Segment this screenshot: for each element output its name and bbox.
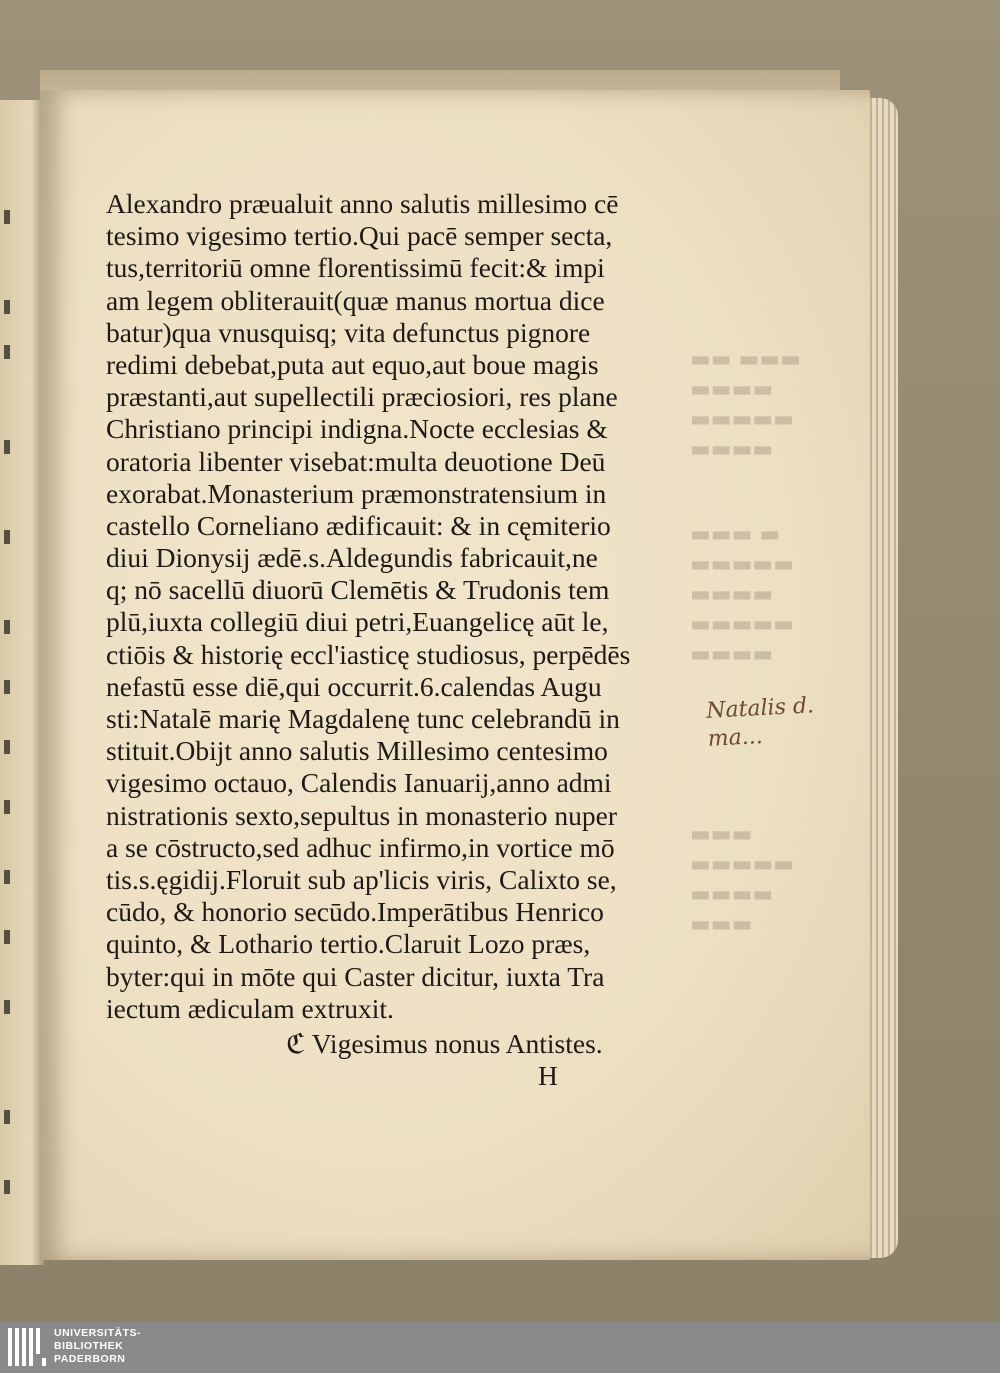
- text-line: sti:Natalē marię Magdalenę tunc celebrandū in: [106, 703, 620, 734]
- text-line: Alexandro præualuit anno salutis millesimo cē: [106, 188, 619, 219]
- bleed-mark: [4, 800, 10, 814]
- library-name-line: PADERBORN: [54, 1353, 126, 1365]
- bleed-mark: [4, 345, 10, 359]
- text-line: stituit.Obijt anno salutis Millesimo centesimo: [106, 735, 608, 767]
- rubric-heading: ℭ Vigesimus nonus Antistes.: [286, 1027, 603, 1059]
- text-line: nistrationis sexto,sepultus in monasterio nuper: [106, 799, 617, 831]
- bleed-mark: [4, 870, 10, 884]
- show-through-text: ▬▬▬ ▬▬▬▬▬ ▬▬▬▬ ▬▬▬: [690, 822, 794, 937]
- text-line: Christiano principi indigna.Nocte ecclesias &: [106, 413, 608, 445]
- text-line: q; nō sacellū diuorū Clemētis & Trudonis tem: [106, 574, 610, 606]
- text-line: tis.s.ęgidij.Floruit sub ap'licis viris, Calixto se,: [106, 863, 617, 895]
- text-line: a se cōstructo,sed adhuc infirmo,in vortice mō: [106, 831, 615, 863]
- text-line: byter:qui in mōte qui Caster dicitur, iuxta Tra: [106, 960, 605, 992]
- handwritten-marginal-note: [706, 692, 819, 754]
- library-footer: [0, 1322, 1000, 1373]
- text-line: ctiōis & historię eccl'iasticę studiosus, perpēdēs: [106, 638, 631, 670]
- text-line: castello Corneliano ædificauit: & in cęmiterio: [106, 509, 611, 541]
- text-line: exorabat.Monasterium præmonstratensium in: [106, 477, 607, 509]
- text-line: iectum ædiculam extruxit.: [106, 992, 394, 1024]
- text-line: am legem obliterauit(quæ manus mortua dice: [106, 284, 605, 316]
- text-line: redimi debebat,puta aut equo,aut boue magis: [106, 348, 599, 380]
- bleed-mark: [4, 530, 10, 544]
- marginal-note-line: ma...: [707, 724, 764, 752]
- bleed-mark: [4, 930, 10, 944]
- text-line: tesimo vigesimo tertio.Qui pacē semper secta,: [106, 220, 613, 252]
- bleed-mark: [4, 1000, 10, 1014]
- text-line: oratoria libenter visebat:multa deuotione Deū: [106, 445, 606, 477]
- library-name-line: BIBLIOTHEK: [54, 1340, 124, 1352]
- show-through-text: ▬▬▬ ▬ ▬▬▬▬▬ ▬▬▬▬ ▬▬▬▬▬ ▬▬▬▬: [690, 522, 794, 667]
- bleed-mark: [4, 620, 10, 634]
- bleed-mark: [4, 680, 10, 694]
- bleed-mark: [4, 740, 10, 754]
- library-logo-icon: [8, 1328, 46, 1366]
- bleed-mark: [4, 300, 10, 314]
- text-line: quinto, & Lothario tertio.Claruit Lozo præs,: [106, 928, 591, 960]
- bleed-mark: [4, 210, 10, 224]
- text-line: batur)qua vnusquisq; vita defunctus pignore: [106, 316, 591, 348]
- text-line: tus,territoriū omne florentissimū fecit:& impi: [106, 252, 605, 284]
- bleed-mark: [4, 440, 10, 454]
- show-through-text: ▬▬ ▬▬▬ ▬▬▬▬ ▬▬▬▬▬ ▬▬▬▬: [690, 347, 801, 462]
- left-page-edge: [0, 100, 44, 1265]
- bleed-mark: [4, 1110, 10, 1124]
- text-line: plū,iuxta collegiū diui petri,Euangelicę aūt le,: [106, 606, 609, 638]
- library-name: [54, 1327, 141, 1366]
- bleed-mark: [4, 1180, 10, 1194]
- text-line: cūdo, & honorio secūdo.Imperātibus Henrico: [106, 896, 604, 928]
- text-line: diui Dionysij ædē.s.Aldegundis fabricauit,ne: [106, 542, 598, 574]
- text-line: præstanti,aut supellectili præciosiori, res plane: [106, 381, 618, 413]
- page-text: [106, 188, 686, 1092]
- library-name-line: UNIVERSITÄTS-: [54, 1327, 142, 1339]
- text-line: nefastū esse diē,qui occurrit.6.calendas Augu: [106, 670, 602, 702]
- marginal-note-line: Natalis d.: [705, 693, 815, 724]
- text-line: vigesimo octauo, Calendis Ianuarij,anno admi: [106, 767, 612, 799]
- signature-mark: H: [538, 1060, 558, 1092]
